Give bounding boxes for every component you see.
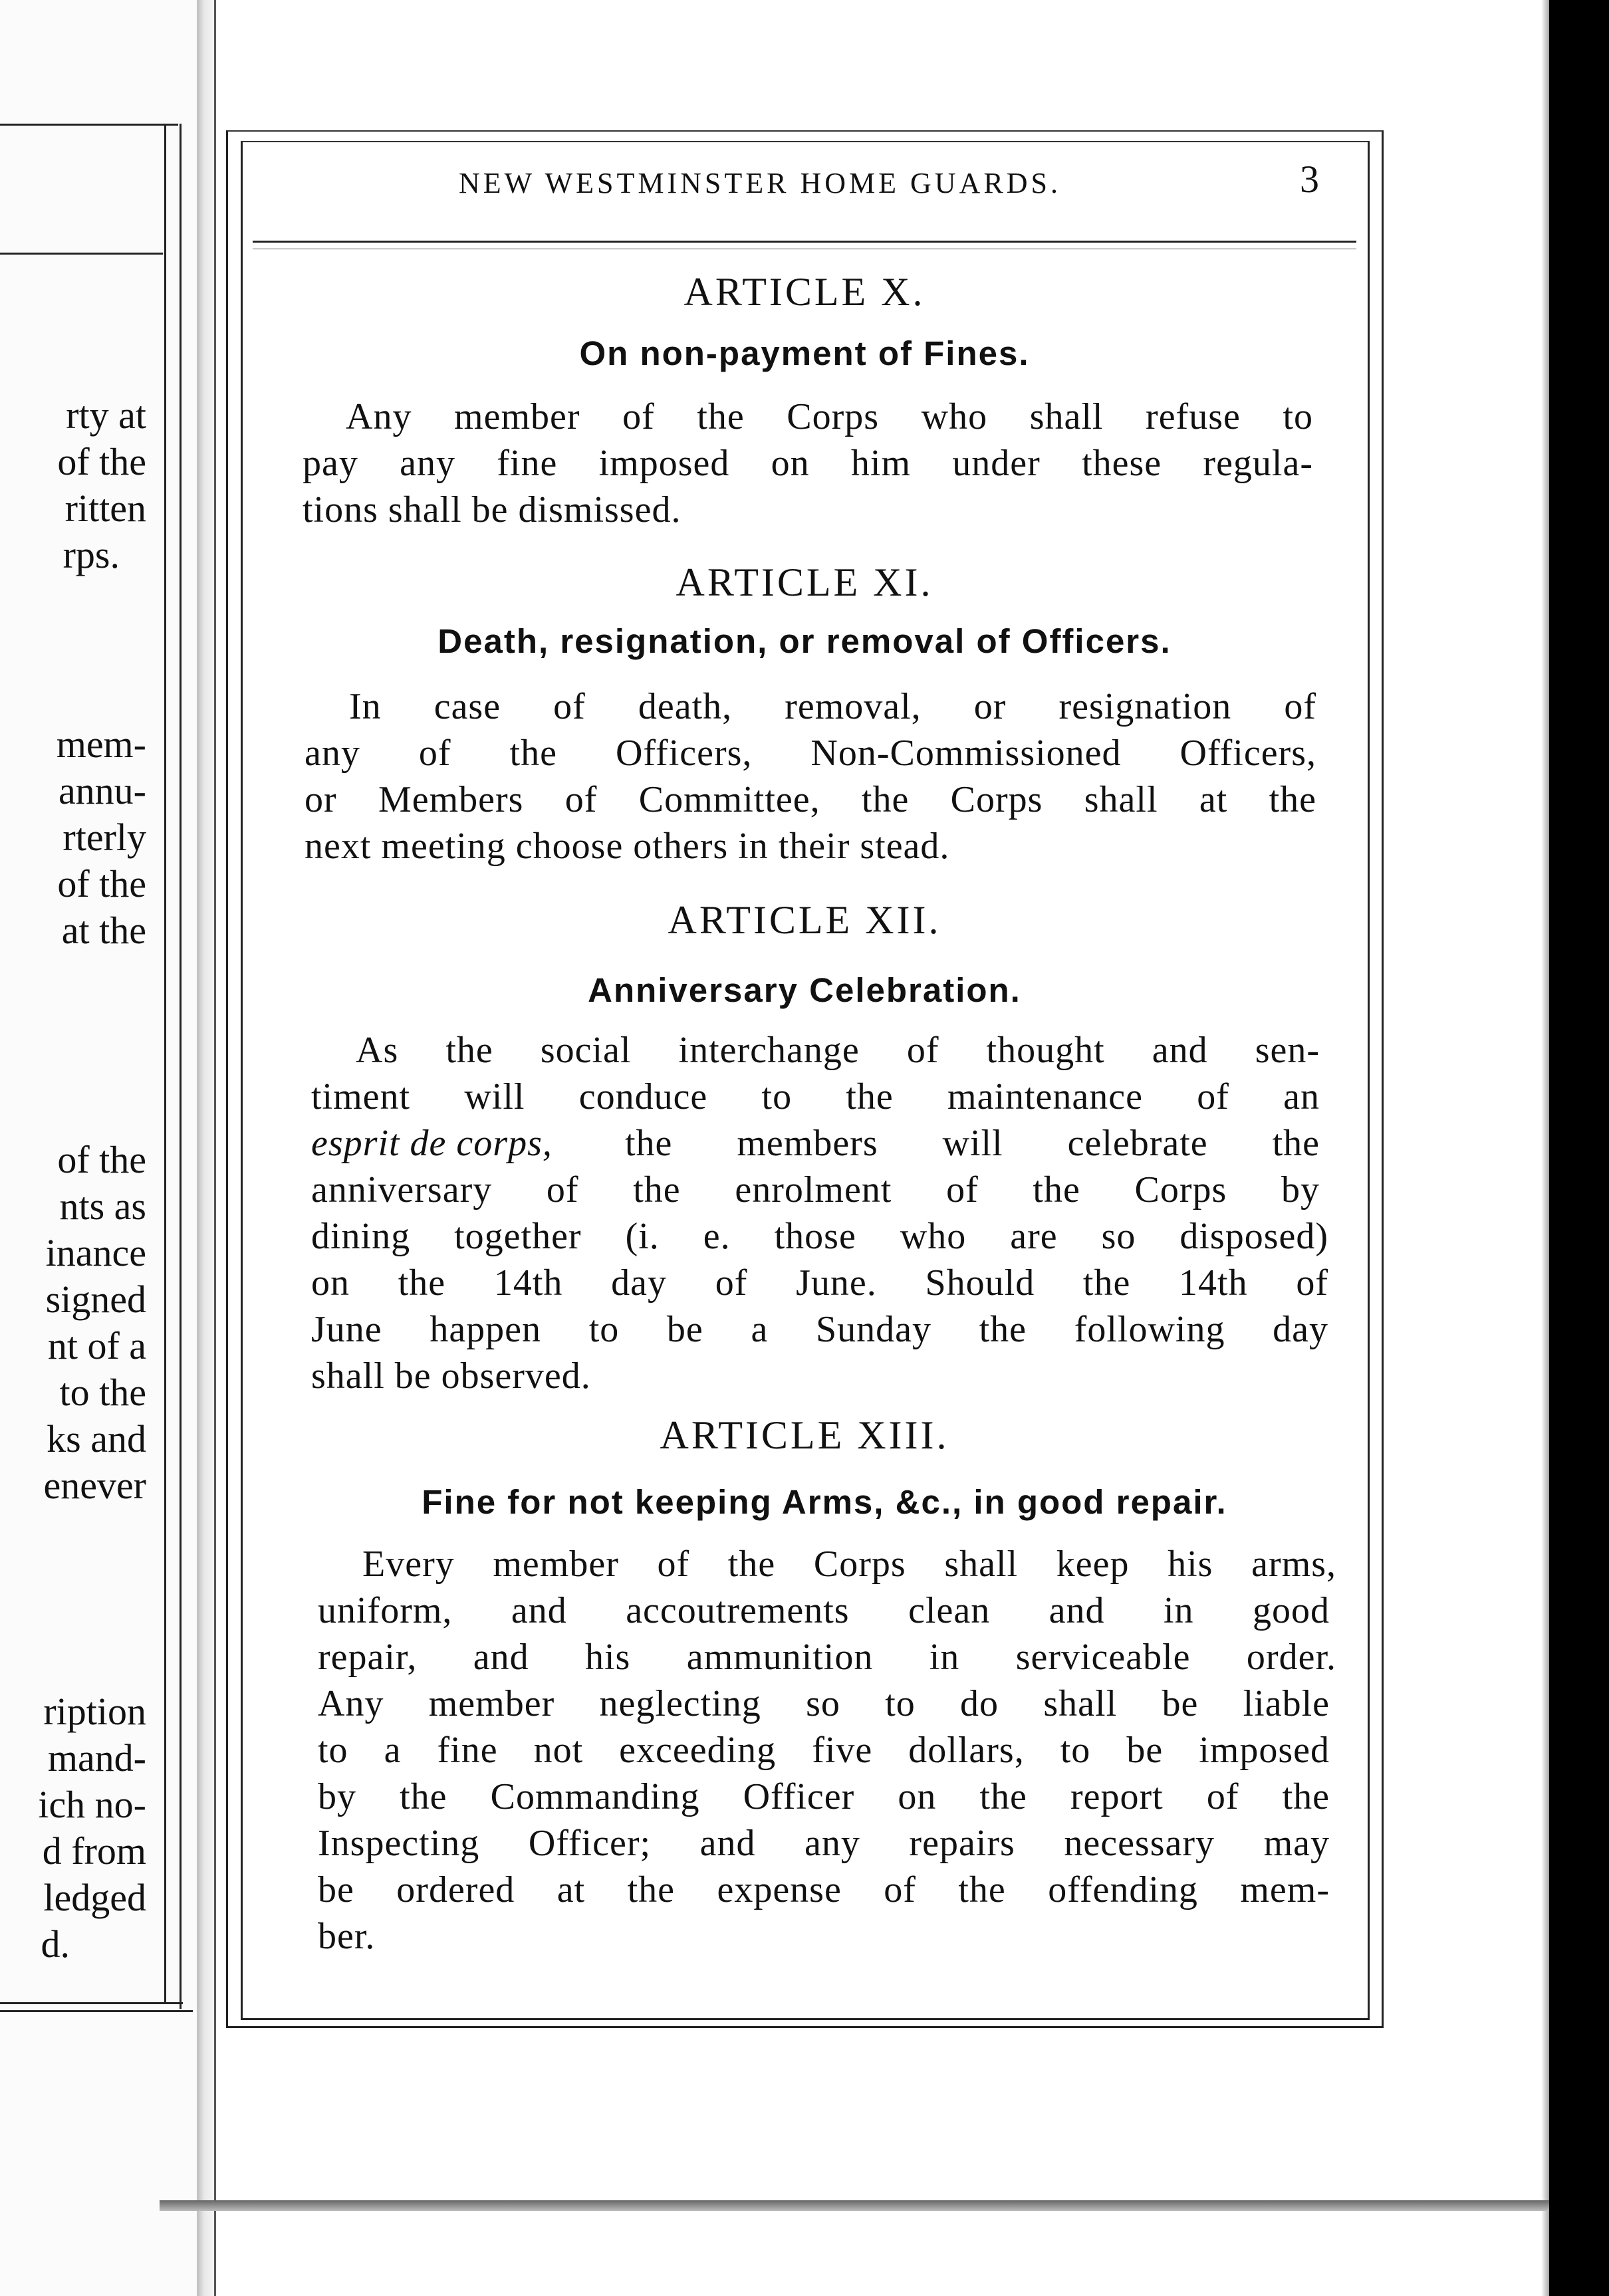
article-text-line: to a fine not exceeding five dollars, to be imposed [318,1730,1330,1771]
article-text-line-italic [311,1121,553,1165]
left-frame-rule [0,2010,193,2012]
left-page-line: mand- [47,1736,146,1779]
article-subtitle: Fine for not keeping Arms, &c., in good repair. [422,1483,1227,1521]
left-page-line: d from [42,1829,146,1873]
article-text-line: timent will conduce to the maintenance of an [311,1076,1320,1117]
left-frame-rule [0,124,178,126]
article-text-line: ber. [318,1916,376,1957]
left-page-line: to the [59,1371,146,1414]
left-page-line: enever [43,1464,146,1507]
article-text-line: As the social interchange of thought and sen- [356,1030,1320,1071]
left-page-line: at the [61,909,146,952]
left-page-line: ks and [47,1417,146,1460]
article-text-line: uniform, and accoutrements clean and in good [318,1590,1330,1631]
article-text-line: Any member neglecting so to do shall be liable [318,1683,1330,1724]
left-page-line: d. [41,1922,70,1966]
left-page-line: nt of a [47,1324,146,1367]
article-text-line: anniversary of the enrolment of the Corps by [311,1169,1320,1210]
left-page-line: of the [57,1138,146,1181]
left-frame-rule [0,253,163,255]
left-page-line: rty at [66,394,146,437]
left-page-line: rterly [62,816,146,859]
article-text-line: In case of death, removal, or resignation of [349,686,1316,727]
left-page-line: signed [45,1278,146,1321]
left-page-line: ich no- [38,1783,146,1826]
article-heading: ARTICLE XI. [676,560,933,604]
article-text-line: be ordered at the expense of the offending mem- [318,1869,1330,1910]
article-text-line: on the 14th day of June. Should the 14th of [311,1262,1328,1304]
article-text-line: any of the Officers, Non-Commissioned Officers, [305,733,1316,774]
left-frame-rule [164,124,166,2002]
page-bottom-edge [160,2200,1549,2211]
previous-page-fragment [0,0,199,2296]
book-gutter-edge [214,0,216,2296]
left-page-line: of the [57,440,146,483]
article-text-line: Every member of the Corps shall keep his arms, [362,1544,1336,1585]
italic-phrase: esprit de corps, [311,1123,553,1164]
left-page-line: inance [45,1231,146,1274]
article-heading: ARTICLE XII. [668,898,941,942]
article-text-line: the members will celebrate the [625,1123,1320,1164]
left-page-line: ledged [43,1876,146,1919]
left-page-line: nts as [59,1185,146,1228]
running-head: NEW WESTMINSTER HOME GUARDS. [459,167,1061,199]
article-subtitle: Anniversary Celebration. [588,971,1021,1009]
article-text-line: pay any fine imposed on him under these regula- [303,443,1313,484]
left-page-line: ription [43,1690,146,1733]
article-heading: ARTICLE XIII. [660,1413,949,1457]
left-page-line: mem- [56,723,146,766]
article-text-line: by the Commanding Officer on the report of the [318,1776,1330,1817]
page-number: 3 [1300,158,1319,201]
article-text-line: Inspecting Officer; and any repairs necessary may [318,1823,1330,1864]
article-text-line: tions shall be dismissed. [303,489,681,530]
left-page-line: ritten [64,487,146,530]
header-rule [253,241,1356,243]
book-gutter [197,0,215,2296]
article-subtitle: On non-payment of Fines. [579,334,1030,372]
article-subtitle: Death, resignation, or removal of Officers. [437,622,1172,660]
article-text-line: or Members of Committee, the Corps shall at the [305,779,1316,820]
article-text-line: shall be observed. [311,1355,591,1397]
article-text-line: next meeting choose others in their stead. [305,826,950,867]
scan-border [1549,0,1609,2296]
article-heading: ARTICLE X. [683,270,926,314]
left-frame-rule [180,124,182,2009]
article-text-line: June happen to be a Sunday the following day [311,1309,1328,1350]
article-text-line: Any member of the Corps who shall refuse to [346,396,1313,437]
left-frame-rule [0,2002,183,2004]
article-text-line: dining together (i. e. those who are so disposed) [311,1216,1328,1257]
left-page-line: of the [57,862,146,905]
article-text-line: repair, and his ammunition in serviceable order. [318,1637,1336,1678]
left-page-line: annu- [58,769,146,812]
left-page-line: rps. [62,533,120,576]
